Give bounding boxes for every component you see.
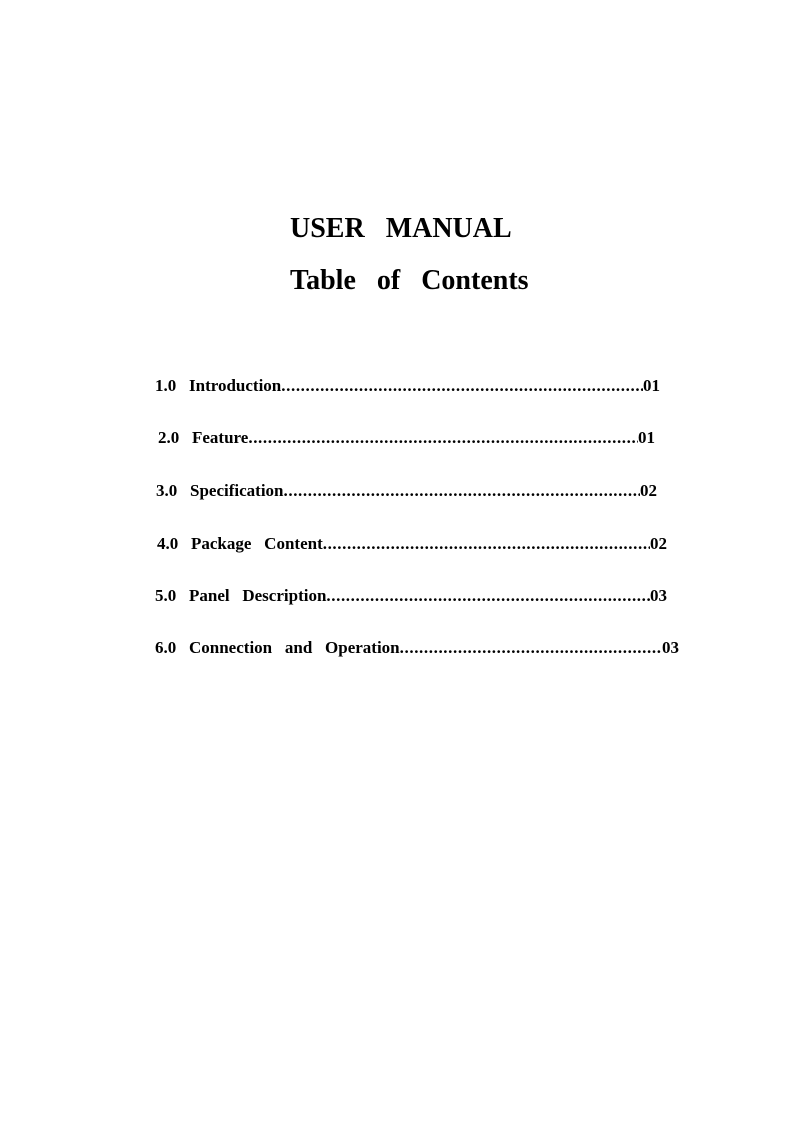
dot-leader bbox=[323, 534, 650, 554]
toc-entry-page: 03 bbox=[650, 586, 667, 605]
toc-entry-number: 5.0 bbox=[155, 586, 177, 605]
toc-entry-number: 1.0 bbox=[155, 376, 177, 395]
document-title: USER MANUAL bbox=[290, 213, 512, 244]
toc-entry-label: Introduction bbox=[189, 376, 282, 395]
toc-entry-number: 6.0 bbox=[155, 638, 177, 657]
toc-entry-page: 03 bbox=[662, 638, 679, 657]
toc-entry-label: Panel Description bbox=[189, 586, 327, 605]
toc-entry-feature[interactable] bbox=[158, 428, 655, 448]
dot-leader bbox=[400, 638, 662, 658]
dot-leader bbox=[248, 428, 638, 448]
toc-entry-label: Package Content bbox=[191, 534, 323, 553]
toc-entry-number: 2.0 bbox=[158, 428, 180, 447]
toc-entry-page: 01 bbox=[643, 376, 660, 395]
toc-entry-introduction[interactable] bbox=[155, 376, 660, 396]
toc-entry-number: 3.0 bbox=[156, 481, 178, 500]
toc-entry-page: 02 bbox=[650, 534, 667, 553]
toc-entry-label: Feature bbox=[192, 428, 249, 447]
dot-leader bbox=[281, 376, 643, 396]
toc-heading: Table of Contents bbox=[290, 265, 529, 296]
toc-entry-panel-description[interactable] bbox=[155, 586, 667, 606]
toc-entry-label: Connection and Operation bbox=[189, 638, 400, 657]
toc-entry-package-content[interactable] bbox=[157, 534, 667, 554]
toc-entry-specification[interactable] bbox=[156, 481, 657, 501]
toc-entry-connection-and-operation[interactable] bbox=[155, 638, 679, 658]
toc-entry-number: 4.0 bbox=[157, 534, 179, 553]
toc-entry-page: 01 bbox=[638, 428, 655, 447]
dot-leader bbox=[284, 481, 641, 501]
toc-entry-page: 02 bbox=[640, 481, 657, 500]
toc-entry-label: Specification bbox=[190, 481, 284, 500]
dot-leader bbox=[326, 586, 650, 606]
